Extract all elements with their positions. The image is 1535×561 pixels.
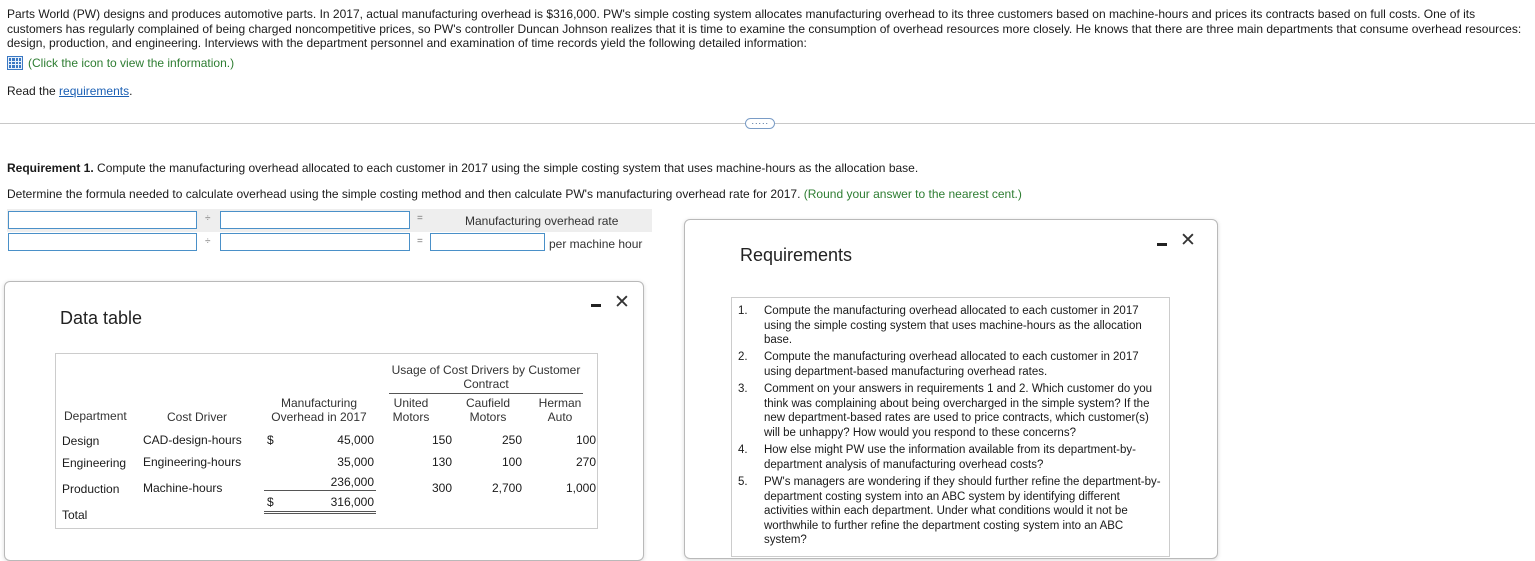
row-overhead: 35,000: [337, 455, 374, 469]
col-header-cost-driver: Cost Driver: [167, 410, 228, 424]
equals-sign: =: [417, 213, 423, 224]
requirement-1-prompt: Requirement 1. Compute the manufacturing overhead allocated to each customer in 2017 using the simple costing system that uses machine-hours as the allocation base.: [7, 161, 919, 175]
total-double-rule-2: [264, 513, 376, 514]
row-herman: 100: [575, 433, 596, 447]
row-department: Production: [62, 482, 120, 496]
formula-denominator-label-input[interactable]: [220, 211, 410, 229]
row-department: Engineering: [62, 456, 127, 470]
row-currency: $: [267, 433, 274, 447]
formula-denominator-value-input[interactable]: [220, 233, 410, 251]
close-icon[interactable]: ✕: [614, 292, 630, 313]
info-link-label[interactable]: (Click the icon to view the information.): [28, 56, 235, 70]
requirements-link[interactable]: requirements: [59, 84, 130, 98]
divide-sign: ÷: [205, 213, 211, 224]
row-united: 300: [431, 481, 452, 495]
data-table-title: Data table: [60, 308, 143, 328]
formula-numerator-value-input[interactable]: [8, 233, 197, 251]
requirements-list: 1. Compute the manufacturing overhead allocated to each customer in 2017 using the simple costing system that uses machine-hours as the allocation base. 2. Compute the manufacturing overhead allocated to each customer in 2017 using department-based manufacturing overhead rates. 3. Comment on your answers in requirements 1 and 2. Which customer do you think was complaining about being overcharged in the simple system? If the new department-based rates are used to price contracts, which customer(s) will be unhappy? How would you respond to these concerns? 4. How else might PW use the information available from its department-by-department analysis of manufacturing overhead costs? 5. PW's managers are wondering if they should further refine the department-by-department costing system into an ABC system by identifying different activities within each department. Under what conditions would it not be worthwhile to further refine the department costing system into an ABC system?: [731, 297, 1170, 557]
close-icon[interactable]: ✕: [1180, 230, 1196, 251]
minimize-icon[interactable]: [591, 304, 601, 307]
total-currency: $: [267, 495, 274, 509]
total-label: Total: [62, 508, 88, 522]
usage-group-header: Usage of Cost Drivers by Customer Contract: [391, 363, 581, 391]
col-header-united-motors: United Motors: [392, 396, 430, 424]
total-rule: [264, 490, 376, 491]
row-herman: 1,000: [565, 481, 596, 495]
col-header-overhead: Manufacturing Overhead in 2017: [271, 396, 367, 424]
total-overhead: 316,000: [330, 495, 374, 509]
requirements-title: Requirements: [740, 245, 853, 265]
rate-unit-label: per machine hour: [549, 237, 643, 251]
row-cost-driver: Engineering-hours: [143, 455, 242, 469]
row-cost-driver: Machine-hours: [143, 481, 223, 495]
info-link[interactable]: [7, 56, 234, 70]
table-icon[interactable]: [7, 56, 23, 70]
problem-intro: Parts World (PW) designs and produces automotive parts. In 2017, actual manufacturing overhead is $316,000. PW's simple costing system allocates manufacturing overhead to its three customers based on machine-hours and prices its contracts based on full costs. One of its customers has regularly complained of being charged noncompetitive prices, so PW's controller Duncan Johnson realizes that it is time to examine the consumption of overhead resources more closely. He knows that there are three main departments that consume overhead resources: design, production, and engineering. Interviews with the department personnel and examination of time records yield the following detailed information:: [7, 7, 1522, 50]
formula-numerator-label-input[interactable]: [8, 211, 197, 229]
row-overhead: 45,000: [337, 433, 374, 447]
expand-button[interactable]: ·····: [745, 118, 775, 129]
group-header-rule: [389, 393, 583, 394]
row-caufield: 100: [501, 455, 522, 469]
col-header-department: Department: [64, 409, 127, 423]
col-header-caufield-motors: Caufield Motors: [465, 396, 511, 424]
rounding-hint: (Round your answer to the nearest cent.): [803, 187, 1022, 201]
row-caufield: 250: [501, 433, 522, 447]
col-header-herman-auto: Herman Auto: [538, 396, 582, 424]
row-department: Design: [62, 434, 100, 448]
divide-sign: ÷: [205, 236, 211, 247]
data-table-popup: [4, 281, 644, 561]
row-herman: 270: [575, 455, 596, 469]
overhead-rate-input[interactable]: [430, 233, 545, 251]
requirements-popup: [684, 219, 1218, 559]
row-united: 130: [431, 455, 452, 469]
minimize-icon[interactable]: [1157, 243, 1167, 246]
result-label: Manufacturing overhead rate: [465, 214, 619, 228]
row-overhead: 236,000: [330, 475, 374, 489]
row-united: 150: [431, 433, 452, 447]
row-cost-driver: CAD-design-hours: [143, 433, 242, 447]
total-double-rule-1: [264, 511, 376, 512]
equals-sign: =: [417, 236, 423, 247]
row-caufield: 2,700: [491, 481, 522, 495]
read-requirements: Read the requirements.: [7, 84, 133, 98]
data-table: [55, 353, 598, 529]
determine-prompt: Determine the formula needed to calculate overhead using the simple costing method and then calculate PW's manufacturing overhead rate for 2017. (Round your answer to the nearest cent.): [7, 187, 1022, 201]
